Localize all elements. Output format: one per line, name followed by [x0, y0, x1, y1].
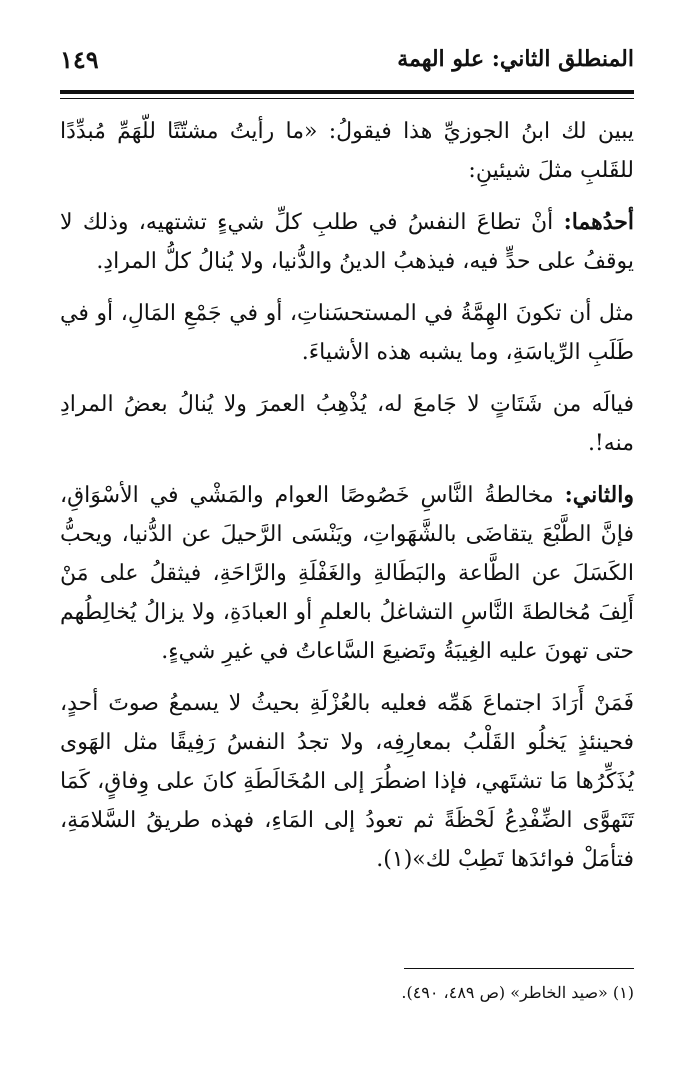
paragraph-text: مخالطةُ النَّاسِ خَصُوصًا العوام والمَشْي في الأسْوَاقِ، فإنَّ الطَّبْعَ يتقاضَى بالشَّهَواتِ، ويَنْسَى الرَّحيلَ عن الدُّنيا، ويحبُّ الكَسَلَ عن الطَّاعة والبَطَالةِ والغَفْلَةِ والرَّاحَةِ، فيثقلُ على مَنْ أَلِفَ مُخالطةَ النَّاسِ التشاغلُ بالعلمِ أو العبادَةِ، ولا يزالُ يُخالِطُهم حتى تهونَ عليه الغِيبَةُ وتَضيعَ السَّاعاتُ في غيرِ شيءٍ. [60, 483, 634, 664]
paragraph-lead: أحدُهما: [563, 209, 634, 235]
header-rule-thin [60, 98, 634, 99]
paragraph-exclamation [60, 385, 634, 463]
paragraph-first-point [60, 203, 634, 281]
paragraph-text: مثل أن تكونَ الهِمَّةُ في المستحسَناتِ، أو في جَمْعِ المَالِ، أو في طَلَبِ الرِّياسَةِ، وما يشبه هذه الأشياءَ. [60, 301, 634, 365]
paragraph-second-point [60, 476, 634, 671]
paragraph-text: يبين لك ابنُ الجوزيِّ هذا فيقولُ: «ما رأيتُ مشتّتًا للّهَمِّ مُبدِّدًا للقَلبِ مثلَ شيئينِ: [60, 119, 634, 183]
page-header [60, 38, 634, 80]
body-text [60, 112, 634, 892]
paragraph-example [60, 294, 634, 372]
running-title: المنطلق الثاني: علو الهمة [397, 46, 634, 72]
paragraph-text: فيالَه من شَتَاتٍ لا جَامعَ له، يُذْهِبُ العمرَ ولا يُنالُ بعضُ المرادِ منه!. [60, 392, 634, 456]
paragraph-text: فَمَنْ أَرَادَ اجتماعَ هَمِّه فعليه بالعُزْلَةِ بحيثُ لا يسمعُ صوتَ أحدٍ، فحينئذٍ يَخلُو القَلْبُ بمعارِفِه، ولا تجدُ النفسُ رَفِيقًا مثل الهَوى يُذَكِّرُها مَا تشتَهي، فإذا اضطُرَ إلى المُخَالَطَةِ كانَ على وِفاقٍ، كَمَا تَتَهوَّى الضِّفْدِعُ لَحْظَةً ثم تعودُ إلى المَاءِ، فهذه طريقُ السَّلامَةِ، فتأمَلْ فوائدَها تَطِبْ لك»(١). [60, 691, 634, 872]
paragraph-lead: والثاني: [564, 482, 634, 508]
footnote-separator [404, 968, 634, 969]
header-rule-thick [60, 90, 634, 94]
paragraph-conclusion [60, 684, 634, 879]
paragraph-text: أنْ تطاعَ النفسُ في طلبِ كلِّ شيءٍ تشتهيه، وذلك لا يوقفُ على حدٍّ فيه، فيذهبُ الدينُ والدُّنيا، ولا يُنالُ كلُّ المرادِ. [60, 210, 634, 274]
footnote: (١) «صيد الخاطر» (ص ٤٨٩، ٤٩٠). [401, 983, 634, 1002]
page-number: ١٤٩ [60, 44, 99, 74]
paragraph-intro [60, 112, 634, 190]
